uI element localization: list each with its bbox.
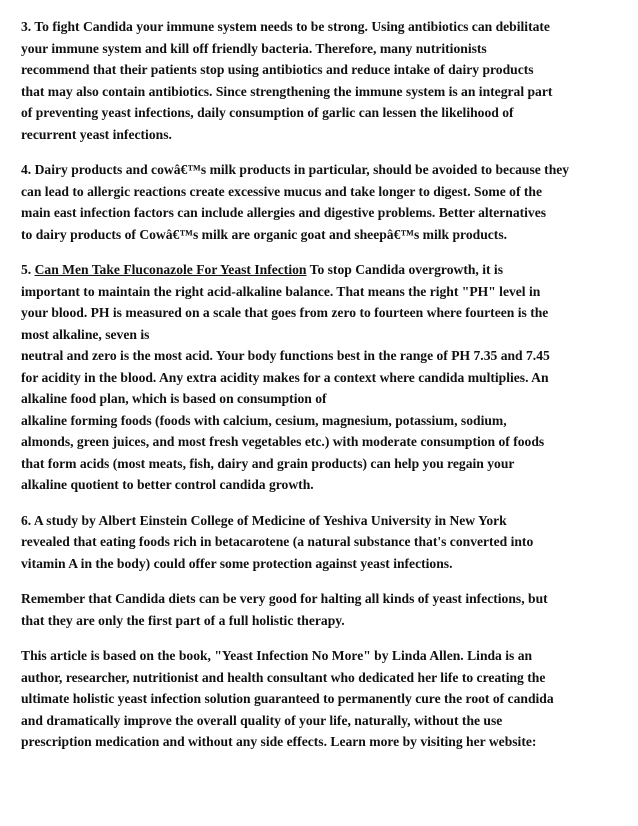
text-line: alkaline quotient to better control candida growth. xyxy=(21,477,314,492)
text-line: 6. A study by Albert Einstein College of Medicine of Yeshiva University in New York xyxy=(21,512,507,528)
paragraph-3 xyxy=(21,16,638,145)
text-line: that they are only the first part of a full holistic therapy. xyxy=(21,612,345,628)
text-run: To stop Candida overgrowth, it is xyxy=(306,262,503,277)
document-page xyxy=(21,16,638,767)
text-line-with-link xyxy=(21,259,638,281)
text-line: Remember that Candida diets can be very good for halting all kinds of yeast infections, but xyxy=(21,591,548,606)
text-line: can lead to allergic reactions create excessive mucus and take longer to digest. Some of the xyxy=(21,183,543,199)
text-line: of preventing yeast infections, daily consumption of garlic can lessen the likelihood of xyxy=(21,105,514,120)
text-line: This article is based on the book, "Yeast Infection No More" by Linda Allen. Linda is an xyxy=(21,648,533,663)
text-line: ultimate holistic yeast infection solution guaranteed to permanently cure the root of candida xyxy=(21,691,554,706)
text-line: vitamin A in the body) could offer some protection against yeast infections. xyxy=(21,555,453,571)
text-line: 4. Dairy products and cowâ€™s milk products in particular, should be avoided to because they xyxy=(21,162,570,177)
text-line: recommend that their patients stop using antibiotics and reduce intake of dairy products xyxy=(21,62,534,77)
text-line: and dramatically improve the overall quality of your life, naturally, without the use xyxy=(21,712,503,728)
text-line: main east infection factors can include allergies and digestive problems. Better alternatives xyxy=(21,205,547,220)
text-line: your immune system and kill off friendly bacteria. Therefore, many nutritionists xyxy=(21,40,487,56)
fluconazole-link[interactable]: Can Men Take Fluconazole For Yeast Infection xyxy=(34,262,307,277)
paragraph-number: 5. xyxy=(21,262,35,277)
text-line: recurrent yeast infections. xyxy=(21,126,172,142)
text-line: that form acids (most meats, fish, dairy and grain products) can help you regain your xyxy=(21,455,515,471)
text-line: alkaline food plan, which is based on consumption of xyxy=(21,391,327,406)
text-line: to dairy products of Cowâ€™s milk are organic goat and sheepâ€™s milk products. xyxy=(21,226,508,242)
text-line: prescription medication and without any side effects. Learn more by visiting her website: xyxy=(21,734,537,749)
text-line: important to maintain the right acid-alkaline balance. That means the right "PH" level in xyxy=(21,283,541,299)
text-line: your blood. PH is measured on a scale that goes from zero to fourteen where fourteen is the xyxy=(21,305,549,320)
text-line: neutral and zero is the most acid. Your body functions best in the range of PH 7.35 and 7.45 xyxy=(21,348,550,363)
text-line: for acidity in the blood. Any extra acidity makes for a context where candida multiplies. An xyxy=(21,369,549,385)
text-line: most alkaline, seven is xyxy=(21,326,150,342)
paragraph-4 xyxy=(21,159,638,245)
paragraph-8 xyxy=(21,645,638,753)
text-line: 3. To fight Candida your immune system needs to be strong. Using antibiotics can debilitate xyxy=(21,19,550,34)
paragraph-6 xyxy=(21,510,638,575)
text-line: alkaline forming foods (foods with calcium, cesium, magnesium, potassium, sodium, xyxy=(21,412,507,428)
text-line: that may also contain antibiotics. Since strengthening the immune system is an integral part xyxy=(21,83,553,99)
text-line: author, researcher, nutritionist and health consultant who dedicated her life to creating the xyxy=(21,669,546,685)
paragraph-5 xyxy=(21,259,638,496)
text-line: revealed that eating foods rich in betacarotene (a natural substance that's converted into xyxy=(21,534,534,549)
paragraph-7 xyxy=(21,588,638,631)
text-line: almonds, green juices, and most fresh vegetables etc.) with moderate consumption of foods xyxy=(21,434,545,449)
